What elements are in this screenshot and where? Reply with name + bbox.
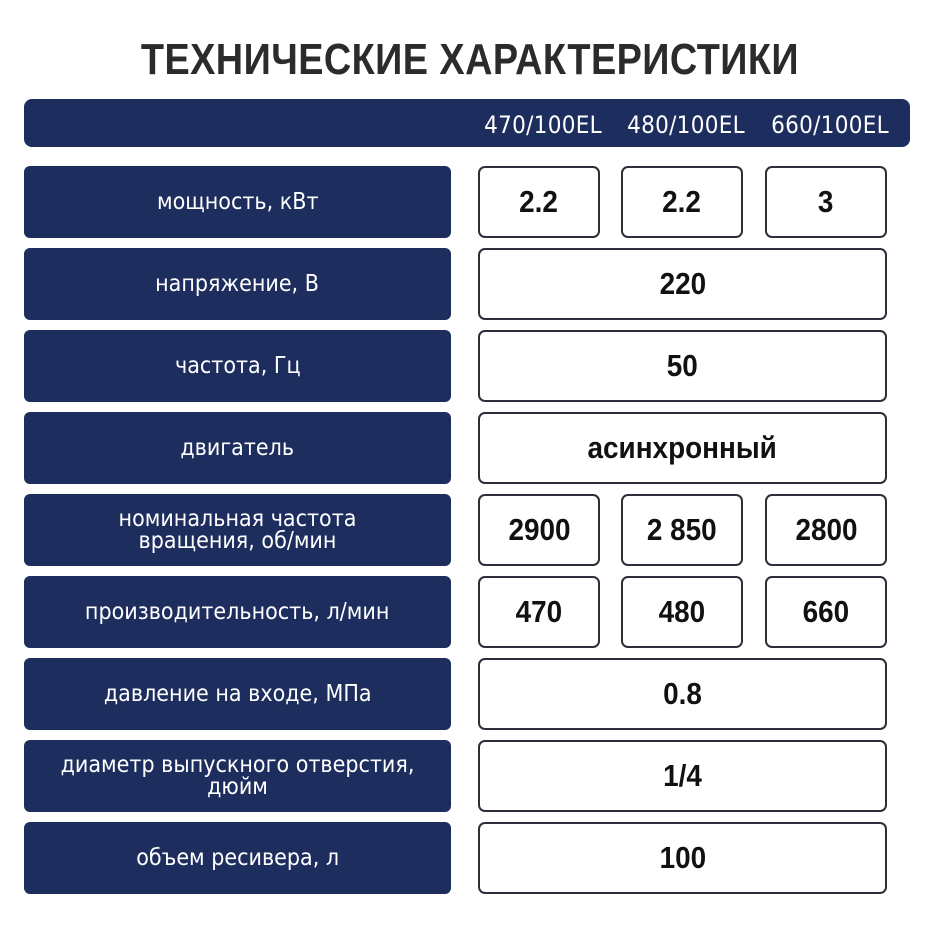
value-motor: асинхронный xyxy=(478,412,887,484)
value-rpm-470: 2900 xyxy=(478,494,600,566)
value-outlet-diameter: 1/4 xyxy=(478,740,887,812)
model-label-1: 470/100EL xyxy=(484,111,602,139)
value-capacity-470: 470 xyxy=(478,576,600,648)
page-title: ТЕХНИЧЕСКИЕ ХАРАКТЕРИСТИКИ xyxy=(140,35,800,84)
value-power-470: 2.2 xyxy=(478,166,600,238)
value-inlet-pressure: 0.8 xyxy=(478,658,887,730)
row-label-frequency: частота, Гц xyxy=(24,330,451,402)
row-label-power: мощность, кВт xyxy=(24,166,451,238)
row-label-capacity: производительность, л/мин xyxy=(24,576,451,648)
value-power-480: 2.2 xyxy=(621,166,743,238)
row-label-voltage: напряжение, В xyxy=(24,248,451,320)
value-capacity-480: 480 xyxy=(621,576,743,648)
value-power-660: 3 xyxy=(765,166,887,238)
row-label-outlet-diameter: диаметр выпускного отверстия, дюйм xyxy=(24,740,451,812)
value-receiver-volume: 100 xyxy=(478,822,887,894)
row-label-rotation-speed: номинальная частота вращения, об/мин xyxy=(24,494,451,566)
row-label-inlet-pressure: давление на входе, МПа xyxy=(24,658,451,730)
row-label-receiver-volume: объем ресивера, л xyxy=(24,822,451,894)
value-rpm-660: 2800 xyxy=(765,494,887,566)
model-label-3: 660/100EL xyxy=(771,111,889,139)
value-frequency: 50 xyxy=(478,330,887,402)
row-label-motor: двигатель xyxy=(24,412,451,484)
model-label-2: 480/100EL xyxy=(627,111,745,139)
value-capacity-660: 660 xyxy=(765,576,887,648)
value-rpm-480: 2 850 xyxy=(621,494,743,566)
model-header-bar xyxy=(24,99,910,147)
value-voltage: 220 xyxy=(478,248,887,320)
